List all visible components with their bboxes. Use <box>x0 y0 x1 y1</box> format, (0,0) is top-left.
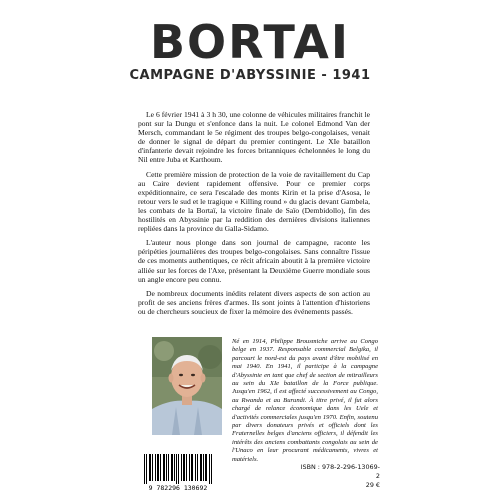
author-photo <box>152 337 222 435</box>
isbn-block <box>300 463 380 490</box>
barcode <box>140 452 216 492</box>
isbn-text: ISBN : 978-2-296-13069-2 <box>300 463 380 480</box>
summary-text <box>138 110 370 321</box>
book-subtitle: CAMPAGNE D'ABYSSINIE - 1941 <box>129 68 371 83</box>
summary-paragraph: L'auteur nous plonge dans son journal de campagne, raconte les péripéties journalières des troupes belgo-congolaises. Sans connaître l'issue de ces moments authentiques, ce récit africain aboutit à la première victoire alliée sur les forces de l'Axe, présentant la Deuxième Guerre mondiale sous un angle encore peu connu. <box>138 238 370 284</box>
price-text: 29 € <box>365 481 380 489</box>
summary-paragraph: Le 6 février 1941 à 3 h 30, une colonne de véhicules militaires franchit le pont sur la Dungu et s'enfonce dans la nuit. Le colonel Edmond Van der Mersch, commandant le 5e régiment des troupes belgo-congolaises, venait de donner le signal de départ du premier contingent. Le XIe bataillon d'infanterie devait rejoindre les forces britanniques échelonnées le long du Nil entre Juba et Karthoum. <box>138 110 370 165</box>
summary-paragraph: Cette première mission de protection de la voie de ravitaillement du Cap au Caire devient rapidement offensive. Pour ce premier corps expéditionnaire, ce sera l'escalade des monts Kirin et la prise d'Asosa, le retour vers le sud et le tragique « Killing round » du glacis devant Gambela, les combats de la Bortaï, la victoire finale de Saïo (Dembidollo), fin des hostilités en Abyssinie par la reddition des dernières divisions italiennes repliées dans la province du Galla-Sidamo. <box>138 169 370 234</box>
book-title: BORTAI <box>149 15 351 69</box>
author-portrait-image <box>152 337 222 435</box>
summary-paragraph: De nombreux documents inédits relatent divers aspects de son action au profit de ses anciens frères d'armes. Ils sont joints à l'attention d'historiens ou de chercheurs soucieux de fixer la mémoire des événements passés. <box>138 288 370 316</box>
barcode-number: 9 782296 130692 <box>148 484 208 492</box>
barcode-image <box>140 452 216 492</box>
author-bio: Né en 1914, Philippe Brousmiche arrive au Congo belge en 1937. Responsable commercial Belgika, il parcourt le nord-est du pays avant d'être mobilisé en mai 1940. En 1941, il participe à la campagne d'Abyssinie en tant que chef de section de mitrailleurs au sein du XIe bataillon de la Force publique. Jusqu'en 1962, il est affecté successivement au Congo, au Rwanda et au Burundi. À titre privé, il fut alors chargé de relance économique dans les Uele et d'activités commerciales jusqu'en 1970. Enfin, soutenu par divers donateurs privés et officiels dont les Fraternelles belges d'anciens officiers, il défendit les intérêts des anciens combattants congolais au sein de l'Unaco en leur procurant médicaments, vivres et matériels. <box>232 338 378 463</box>
